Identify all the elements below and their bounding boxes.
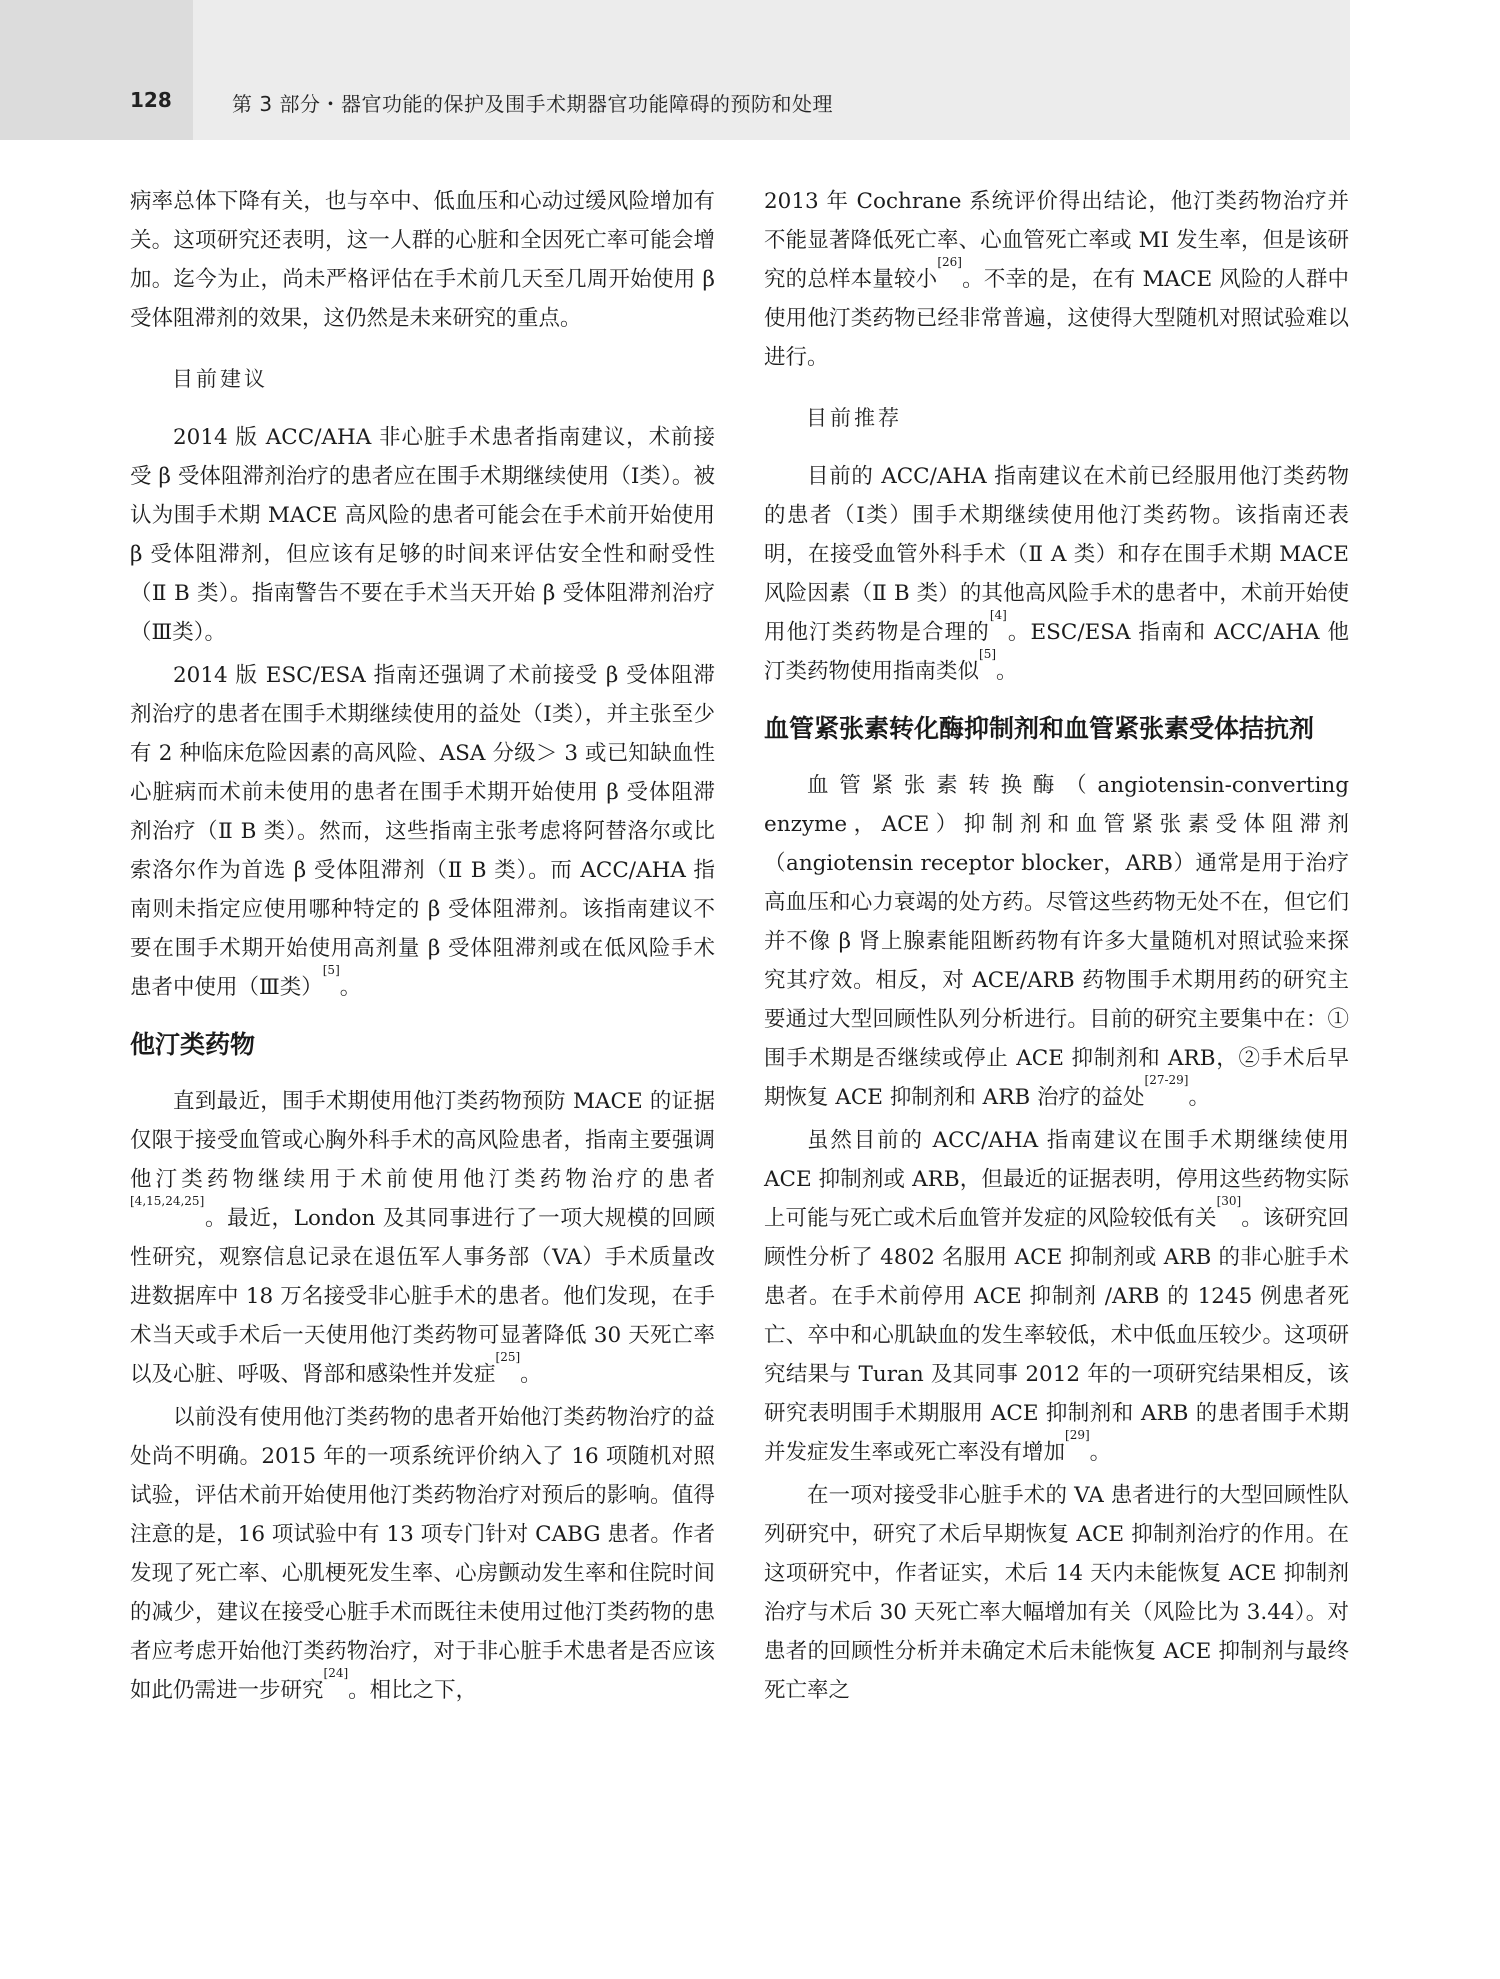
right-column	[764, 182, 1349, 1714]
paragraph-text: 目前的 ACC/AHA 指南建议在术前已经服用他汀类药物的患者（Ⅰ类）围手术期继续使用他汀类药物。该指南还表明，在接受血管外科手术（Ⅱ A 类）和存在围手术期 MACE 风险因素（Ⅱ B 类）的其他高风险手术的患者中，术前开始使用他汀类药物是合理的	[764, 464, 1349, 645]
left-column	[130, 182, 715, 1714]
paragraph	[764, 766, 1349, 1117]
paragraph	[764, 457, 1349, 691]
paragraph-text: 。ESC/ESA 指南和 ACC/AHA 他汀类药物使用指南类似	[764, 620, 1349, 684]
paragraph	[764, 1121, 1349, 1472]
paragraph	[130, 656, 715, 1007]
paragraph-text: 以前没有使用他汀类药物的患者开始他汀类药物治疗的益处尚不明确。2015 年的一项系统评价纳入了 16 项随机对照试验，评估术前开始使用他汀类药物治疗对预后的影响。值得注意的是，16 项试验中有 13 项专门针对 CABG 患者。作者发现了死亡率、心肌梗死发生率、心房颤动发生率和住院时间的减少，建议在接受心脏手术而既往未使用过他汀类药物的患者应考虑开始他汀类药物治疗，对于非心脏手术患者是否应该如此仍需进一步研究	[130, 1405, 715, 1703]
running-head: 第 3 部分・器官功能的保护及围手术期器官功能障碍的预防和处理	[232, 92, 833, 116]
page-number: 128	[130, 88, 172, 112]
paragraph: 病率总体下降有关，也与卒中、低血压和心动过缓风险增加有关。这项研究还表明，这一人群的心脏和全因死亡率可能会增加。迄今为止，尚未严格评估在手术前几天至几周开始使用 β 受体阻滞剂的效果，这仍然是未来研究的重点。	[130, 189, 715, 331]
citation: [4,15,24,25]	[130, 1194, 205, 1208]
citation: [5]	[979, 647, 997, 661]
citation: [4]	[989, 608, 1007, 622]
section-title-ace-arb: 血管紧张素转化酶抑制剂和血管紧张素受体拮抗剂	[764, 714, 1315, 743]
paragraph: 在一项对接受非心脏手术的 VA 患者进行的大型回顾性队列研究中，研究了术后早期恢复 ACE 抑制剂治疗的作用。在这项研究中，作者证实，术后 14 天内未能恢复 ACE 抑制剂治疗与术后 30 天死亡率大幅增加有关（风险比为 3.44）。对患者的回顾性分析并未确定术后未能恢复 ACE 抑制剂与最终死亡率之	[764, 1483, 1349, 1703]
paragraph-text: 。	[1089, 1440, 1112, 1465]
paragraph-text: 直到最近，围手术期使用他汀类药物预防 MACE 的证据仅限于接受血管或心胸外科手术的高风险患者，指南主要强调他汀类药物继续用于术前使用他汀类药物治疗的患者	[130, 1089, 715, 1192]
citation: [5]	[322, 963, 340, 977]
paragraph-text: 。最近，London 及其同事进行了一项大规模的回顾性研究，观察信息记录在退伍军人事务部（VA）手术质量改进数据库中 18 万名接受非心脏手术的患者。他们发现，在手术当天或手术后一天使用他汀类药物可显著降低 30 天死亡率以及心脏、呼吸、肾部和感染性并发症	[130, 1206, 715, 1387]
paragraph	[764, 182, 1349, 377]
paragraph	[130, 1398, 715, 1710]
paragraph: 2014 版 ACC/AHA 非心脏手术患者指南建议，术前接受 β 受体阻滞剂治疗的患者应在围手术期继续使用（Ⅰ类）。被认为围手术期 MACE 高风险的患者可能会在手术前开始使用 β 受体阻滞剂，但应该有足够的时间来评估安全性和耐受性（Ⅱ B 类）。指南警告不要在手术当天开始 β 受体阻滞剂治疗（Ⅲ类）。	[130, 425, 715, 645]
section-title-statins: 他汀类药物	[130, 1030, 256, 1059]
subheading-current-recommendations: 目前推荐	[806, 406, 902, 430]
citation: [24]	[323, 1666, 349, 1680]
citation: [27-29]	[1144, 1073, 1189, 1087]
paragraph-text: 。	[339, 975, 362, 1000]
paragraph-text: 。	[1188, 1085, 1211, 1110]
paragraph-text: 虽然目前的 ACC/AHA 指南建议在围手术期继续使用 ACE 抑制剂或 ARB，但最近的证据表明，停用这些药物实际上可能与死亡或术后血管并发症的风险较低有关	[764, 1128, 1349, 1231]
citation: [26]	[937, 255, 962, 269]
citation: [29]	[1065, 1428, 1090, 1442]
page-number-tab	[0, 0, 193, 140]
citation: [25]	[495, 1350, 521, 1364]
paragraph-text: 2014 版 ESC/ESA 指南还强调了术前接受 β 受体阻滞剂治疗的患者在围手术期继续使用的益处（Ⅰ类），并主张至少有 2 种临床危险因素的高风险、ASA 分级＞ 3 或已知缺血性心脏病而术前未使用的患者在围手术期开始使用 β 受体阻滞剂治疗（Ⅱ B 类）。然而，这些指南主张考虑将阿替洛尔或比索洛尔作为首选 β 受体阻滞剂（Ⅱ B 类）。而 ACC/AHA 指南则未指定应使用哪种特定的 β 受体阻滞剂。该指南建议不要在围手术期开始使用高剂量 β 受体阻滞剂或在低风险手术患者中使用（Ⅲ类）	[130, 663, 715, 1000]
paragraph-text: 。	[520, 1362, 542, 1387]
paragraph	[130, 1082, 715, 1394]
paragraph-text: 。不幸的是，在有 MACE 风险的人群中使用他汀类药物已经非常普遍，这使得大型随机对照试验难以进行。	[764, 267, 1349, 370]
header-band	[0, 0, 1350, 140]
paragraph-text: 。相比之下，	[348, 1678, 478, 1703]
paragraph-text: 血管紧张素转换酶（angiotensin-converting enzyme，ACE）抑制剂和血管紧张素受体阻滞剂（angiotensin receptor blocker，ARB）通常是用于治疗高血压和心力衰竭的处方药。尽管这些药物无处不在，但它们并不像 β 肾上腺素能阻断药物有许多大量随机对照试验来探究其疗效。相反，对 ACE/ARB 药物围手术期用药的研究主要通过大型回顾性队列分析进行。目前的研究主要集中在：①围手术期是否继续或停止 ACE 抑制剂和 ARB，②手术后早期恢复 ACE 抑制剂和 ARB 治疗的益处	[764, 773, 1349, 1110]
paragraph-text: 。	[996, 659, 1018, 684]
subheading-current-recommendations: 目前建议	[172, 367, 268, 391]
citation: [30]	[1216, 1194, 1242, 1208]
paragraph-text: 2013 年 Cochrane 系统评价得出结论，他汀类药物治疗并不能显著降低死亡率、心血管死亡率或 MI 发生率，但是该研究的总样本量较小	[764, 189, 1349, 292]
paragraph-text: 。该研究回顾性分析了 4802 名服用 ACE 抑制剂或 ARB 的非心脏手术患者。在手术前停用 ACE 抑制剂 /ARB 的 1245 例患者死亡、卒中和心肌缺血的发生率较低，术中低血压较少。这项研究结果与 Turan 及其同事 2012 年的一项研究结果相反，该研究表明围手术期服用 ACE 抑制剂和 ARB 的患者围手术期并发症发生率或死亡率没有增加	[764, 1206, 1349, 1465]
